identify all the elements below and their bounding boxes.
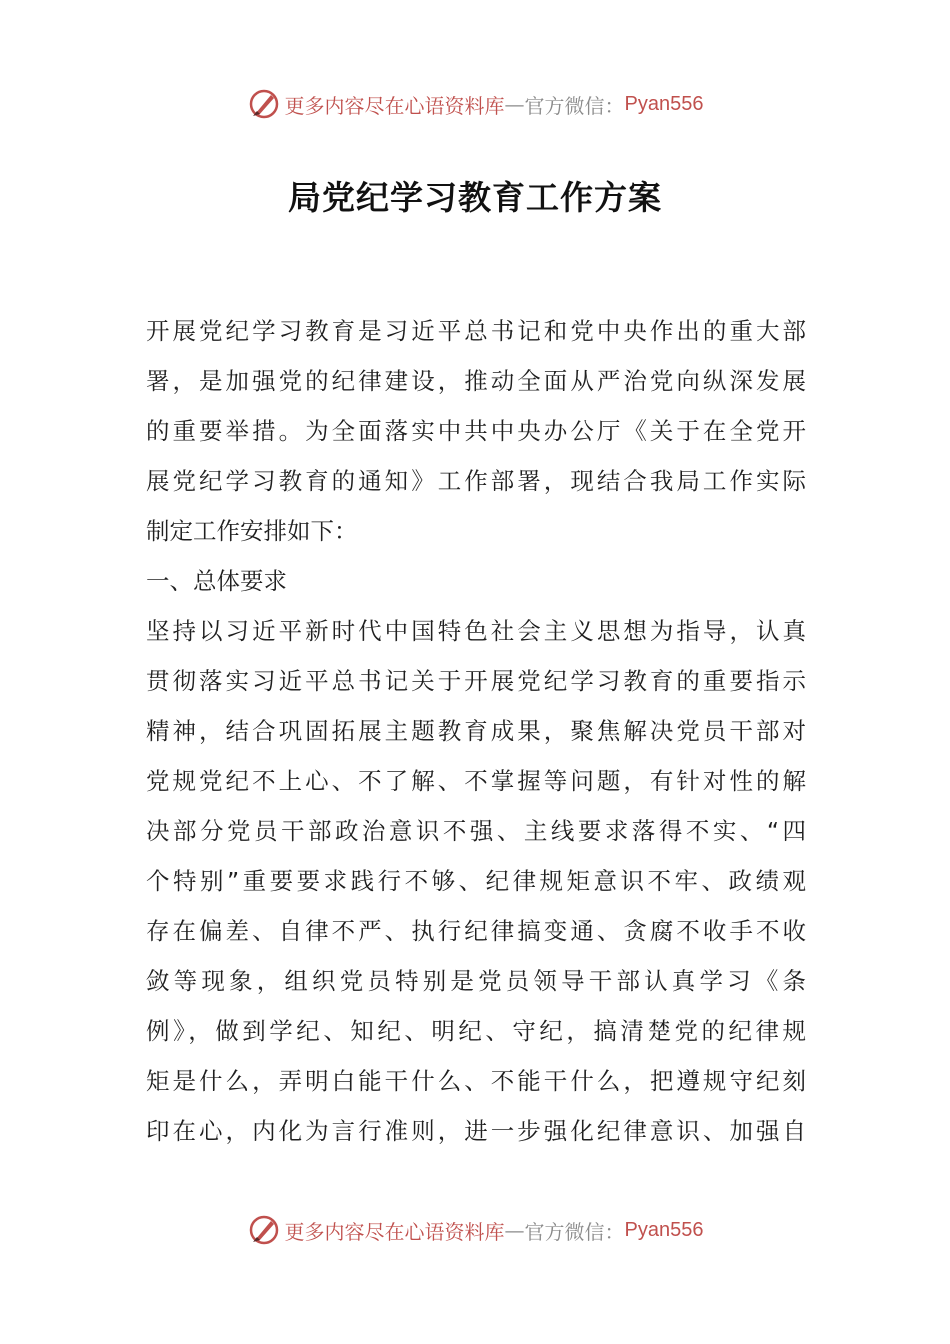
text-line: 印在心，内化为言行准则，进一步强化纪律意识、加强自 xyxy=(146,1117,806,1145)
banner-separator: — xyxy=(504,92,525,116)
text-line: 开展党纪学习教育是习近平总书记和党中央作出的重大部 xyxy=(146,317,806,345)
footer-watermark-banner xyxy=(0,1212,950,1248)
text-line: 敛等现象，组织党员特别是党员领导干部认真学习《条 xyxy=(146,967,806,995)
text-line: 例》，做到学纪、知纪、明纪、守纪，搞清楚党的纪律规 xyxy=(146,1017,806,1045)
text-line: 决部分党员干部政治意识不强、主线要求落得不实、“四 xyxy=(146,817,806,845)
banner-wechat-label: 官方微信： xyxy=(524,93,625,118)
text-line: 个特别”重要要求践行不够、纪律规矩意识不牢、政绩观 xyxy=(146,867,806,895)
banner-separator: — xyxy=(504,1218,525,1242)
text-line: 署，是加强党的纪律建设，推动全面从严治党向纵深发展 xyxy=(146,367,806,395)
document-title: 局党纪学习教育工作方案 xyxy=(288,178,662,217)
pen-logo-icon xyxy=(247,1213,281,1247)
banner-wechat-id: Pyan556 xyxy=(624,1218,704,1241)
text-line: 精神，结合巩固拓展主题教育成果，聚焦解决党员干部对 xyxy=(146,717,806,745)
text-line: 坚持以习近平新时代中国特色社会主义思想为指导，认真 xyxy=(146,617,806,645)
text-line: 存在偏差、自律不严、执行纪律搞变通、贪腐不收手不收 xyxy=(146,917,806,945)
banner-text: 更多内容尽在心语资料库 xyxy=(284,1219,505,1244)
text-line: 制定工作安排如下： xyxy=(146,517,358,545)
text-line: 党规党纪不上心、不了解、不掌握等问题，有针对性的解 xyxy=(146,767,806,795)
text-line: 贯彻落实习近平总书记关于开展党纪学习教育的重要指示 xyxy=(146,667,806,695)
text-line: 矩是什么，弄明白能干什么、不能干什么，把遵规守纪刻 xyxy=(146,1067,806,1095)
banner-wechat-id: Pyan556 xyxy=(624,92,704,115)
section-heading: 一、总体要求 xyxy=(146,567,287,595)
banner-text: 更多内容尽在心语资料库 xyxy=(284,93,505,118)
pen-logo-icon xyxy=(247,87,281,121)
header-watermark-banner xyxy=(0,86,950,122)
banner-wechat-label: 官方微信： xyxy=(524,1219,625,1244)
document-body xyxy=(146,306,806,1156)
text-line: 的重要举措。为全面落实中共中央办公厅《关于在全党开 xyxy=(146,417,806,445)
text-line: 展党纪学习教育的通知》工作部署，现结合我局工作实际 xyxy=(146,467,806,495)
